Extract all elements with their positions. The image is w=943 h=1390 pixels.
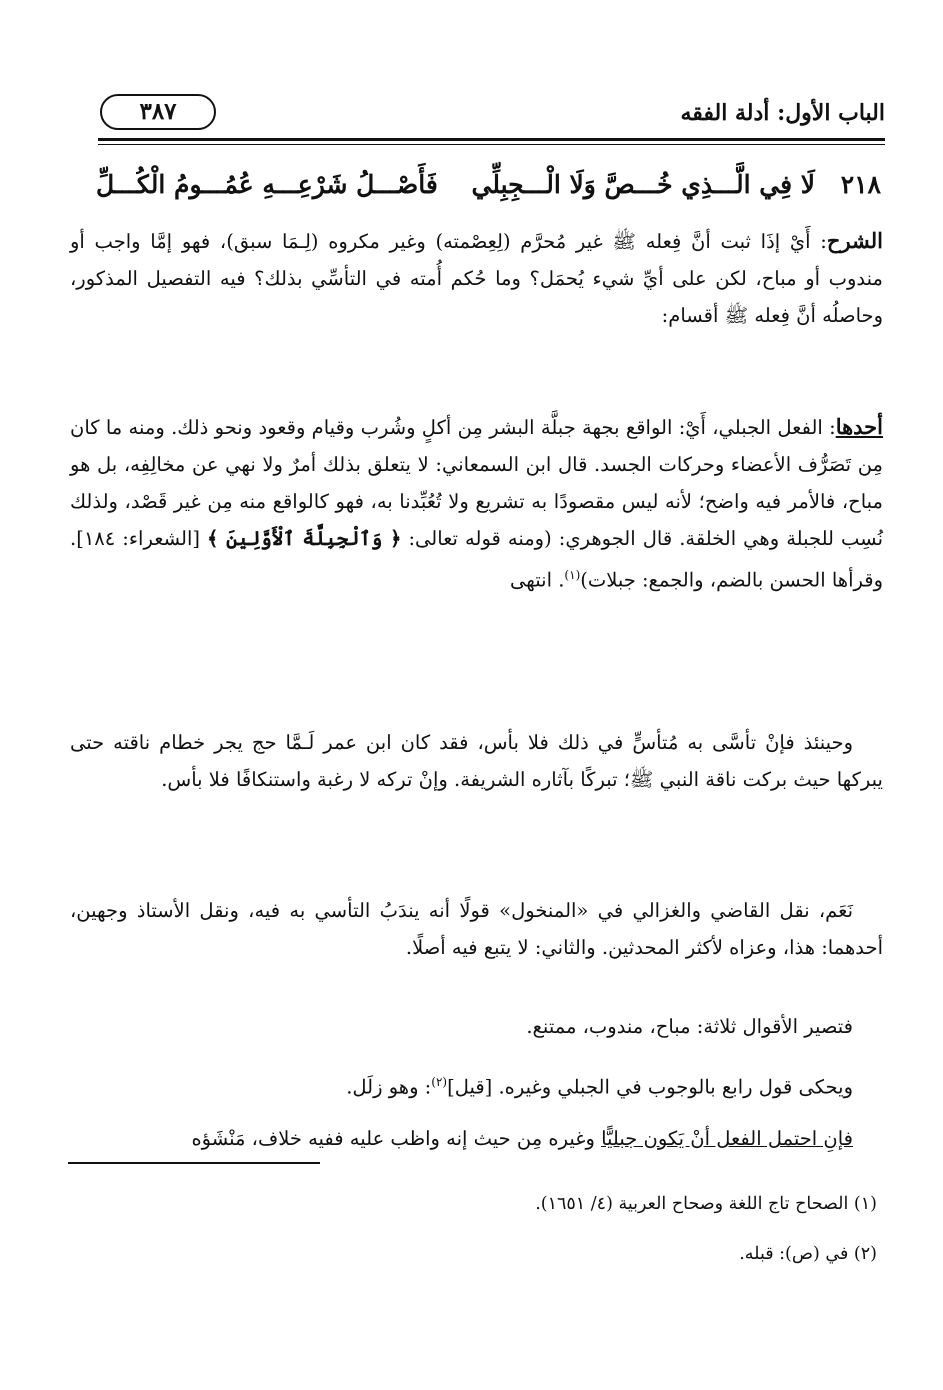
quran-reference: [الشعراء: ١٨٤] [76, 527, 208, 550]
page-number: ٣٨٧ [100, 94, 216, 130]
first-text-2: . وقرأها الحسن بالضم، والجمع: جبلات) [70, 527, 883, 592]
footnote-2: (٢) في (ص): قبله. [739, 1244, 877, 1264]
fourth-opinion-end: : وهو زلَل. [346, 1075, 432, 1099]
ambiguous-act-rest: وغيره مِن حيث إنه واظب عليه ففيه خلاف، مَنْشَؤه [191, 1127, 602, 1150]
first-text-1: : الفعل الجبلي، أَيْ: الواقع بجهة جبلَّة البشر مِن أكلٍ وشُرب وقيام وقعود ونحو ذلك. ومنه ما كان مِن تَصَرُّف الأعضاء وحركات الجسد. قال ابن السمعاني: لا يتعلق بذلك أمرٌ ولا نهي عن مخالِفِه، بل هو مباح، فالأمر فيه واضح؛ لأنه ليس مقصودًا به تشريع ولا تُعُبِّدنا به، فهو كالواقع منه مِن غير قَصْد، ولذلك نُسِب للجبلة وهي الخلقة. قال الجوهري: (ومنه قوله تعالى: [70, 416, 883, 550]
ambiguous-act-line [70, 1120, 883, 1157]
footnote-1: (١) الصحاح تاج اللغة وصحاح العربية (٤/ ١٦٥١). [535, 1194, 877, 1214]
sharh-text: : أَيْ إذَا ثبت أنَّ فِعله ﷺ غير مُحرَّم (لِعِصْمته) وغير مكروه (لِـمَا سبق)، فهو إمَّا واجب أو مندوب أو مباح، لكن على أيِّ شيء يُحمَل؟ وما حُكم أُمته في التأسِّي بذلك؟ فيه التفصيل المذكور، وحاصلُه أنَّ فِعله ﷺ أقسام: [70, 230, 883, 327]
footnote-separator [68, 1162, 320, 1164]
header-rule-thick [98, 138, 885, 141]
first-text-3: . انتهى [510, 568, 565, 592]
sharh-label: الشرح [826, 228, 883, 253]
ambiguous-act-underlined: فإنِ احتمل الفعل أنْ يَكون جبليًّا [601, 1127, 853, 1150]
fourth-opinion-line [70, 1064, 883, 1106]
opinions-paragraph: نَعَم، نقل القاضي والغزالي في «المنخول» قولًا أنه يندَبُ التأسي به فيه، ونقل الأستاذ وجهين، أحدهما: هذا، وعزاه لأكثر المحدثين. والثاني: لا يتبع فيه أصلًا. [70, 899, 883, 959]
fourth-opinion-text: ويحكى قول رابع بالوجوب في الجبلي وغيره. [قيل] [447, 1075, 853, 1099]
verse-number: ٢١٨ [840, 170, 881, 199]
imitation-paragraph: وحينئذ فإنْ تأسَّى به مُتأسٍّ في ذلك فلا بأس، فقد كان ابن عمر لَـمَّا حج يجر خطام ناقته حتى يبركها حيث بركت ناقة النبي ﷺ؛ تبركًا بآثاره الشريفة. وإنْ تركه لا رغبة واستنكافًا فلا بأس. [70, 731, 883, 791]
verse-first-hemistich: لَا فِي الَّـــذِي خُـــصَّ وَلَا الْـــجِبِلِّي [471, 170, 815, 199]
footnote-ref-2: (٢) [431, 1075, 448, 1089]
page-header [58, 94, 885, 134]
first-category-paragraph [70, 408, 883, 599]
first-label: أحدها [835, 414, 883, 439]
chapter-title: الباب الأول: أدلة الفقه [680, 100, 885, 126]
verse-second-hemistich: فَأَصْـــلُ شَرْعِـــهِ عُمُـــومُ الْكُـــلِّ [96, 170, 438, 199]
footnote-ref-1: (١) [564, 568, 581, 582]
three-opinions-line: فتصير الأقوال ثلاثة: مباح، مندوب، ممتنع. [526, 1015, 853, 1038]
sharh-paragraph [70, 222, 883, 334]
header-rule-thin [98, 144, 885, 145]
quran-quote: ﴿ وَٱلْجِبِلَّةَ ٱلْأَوَّلِينَ ﴾ [207, 527, 402, 550]
verse-line [96, 166, 881, 206]
